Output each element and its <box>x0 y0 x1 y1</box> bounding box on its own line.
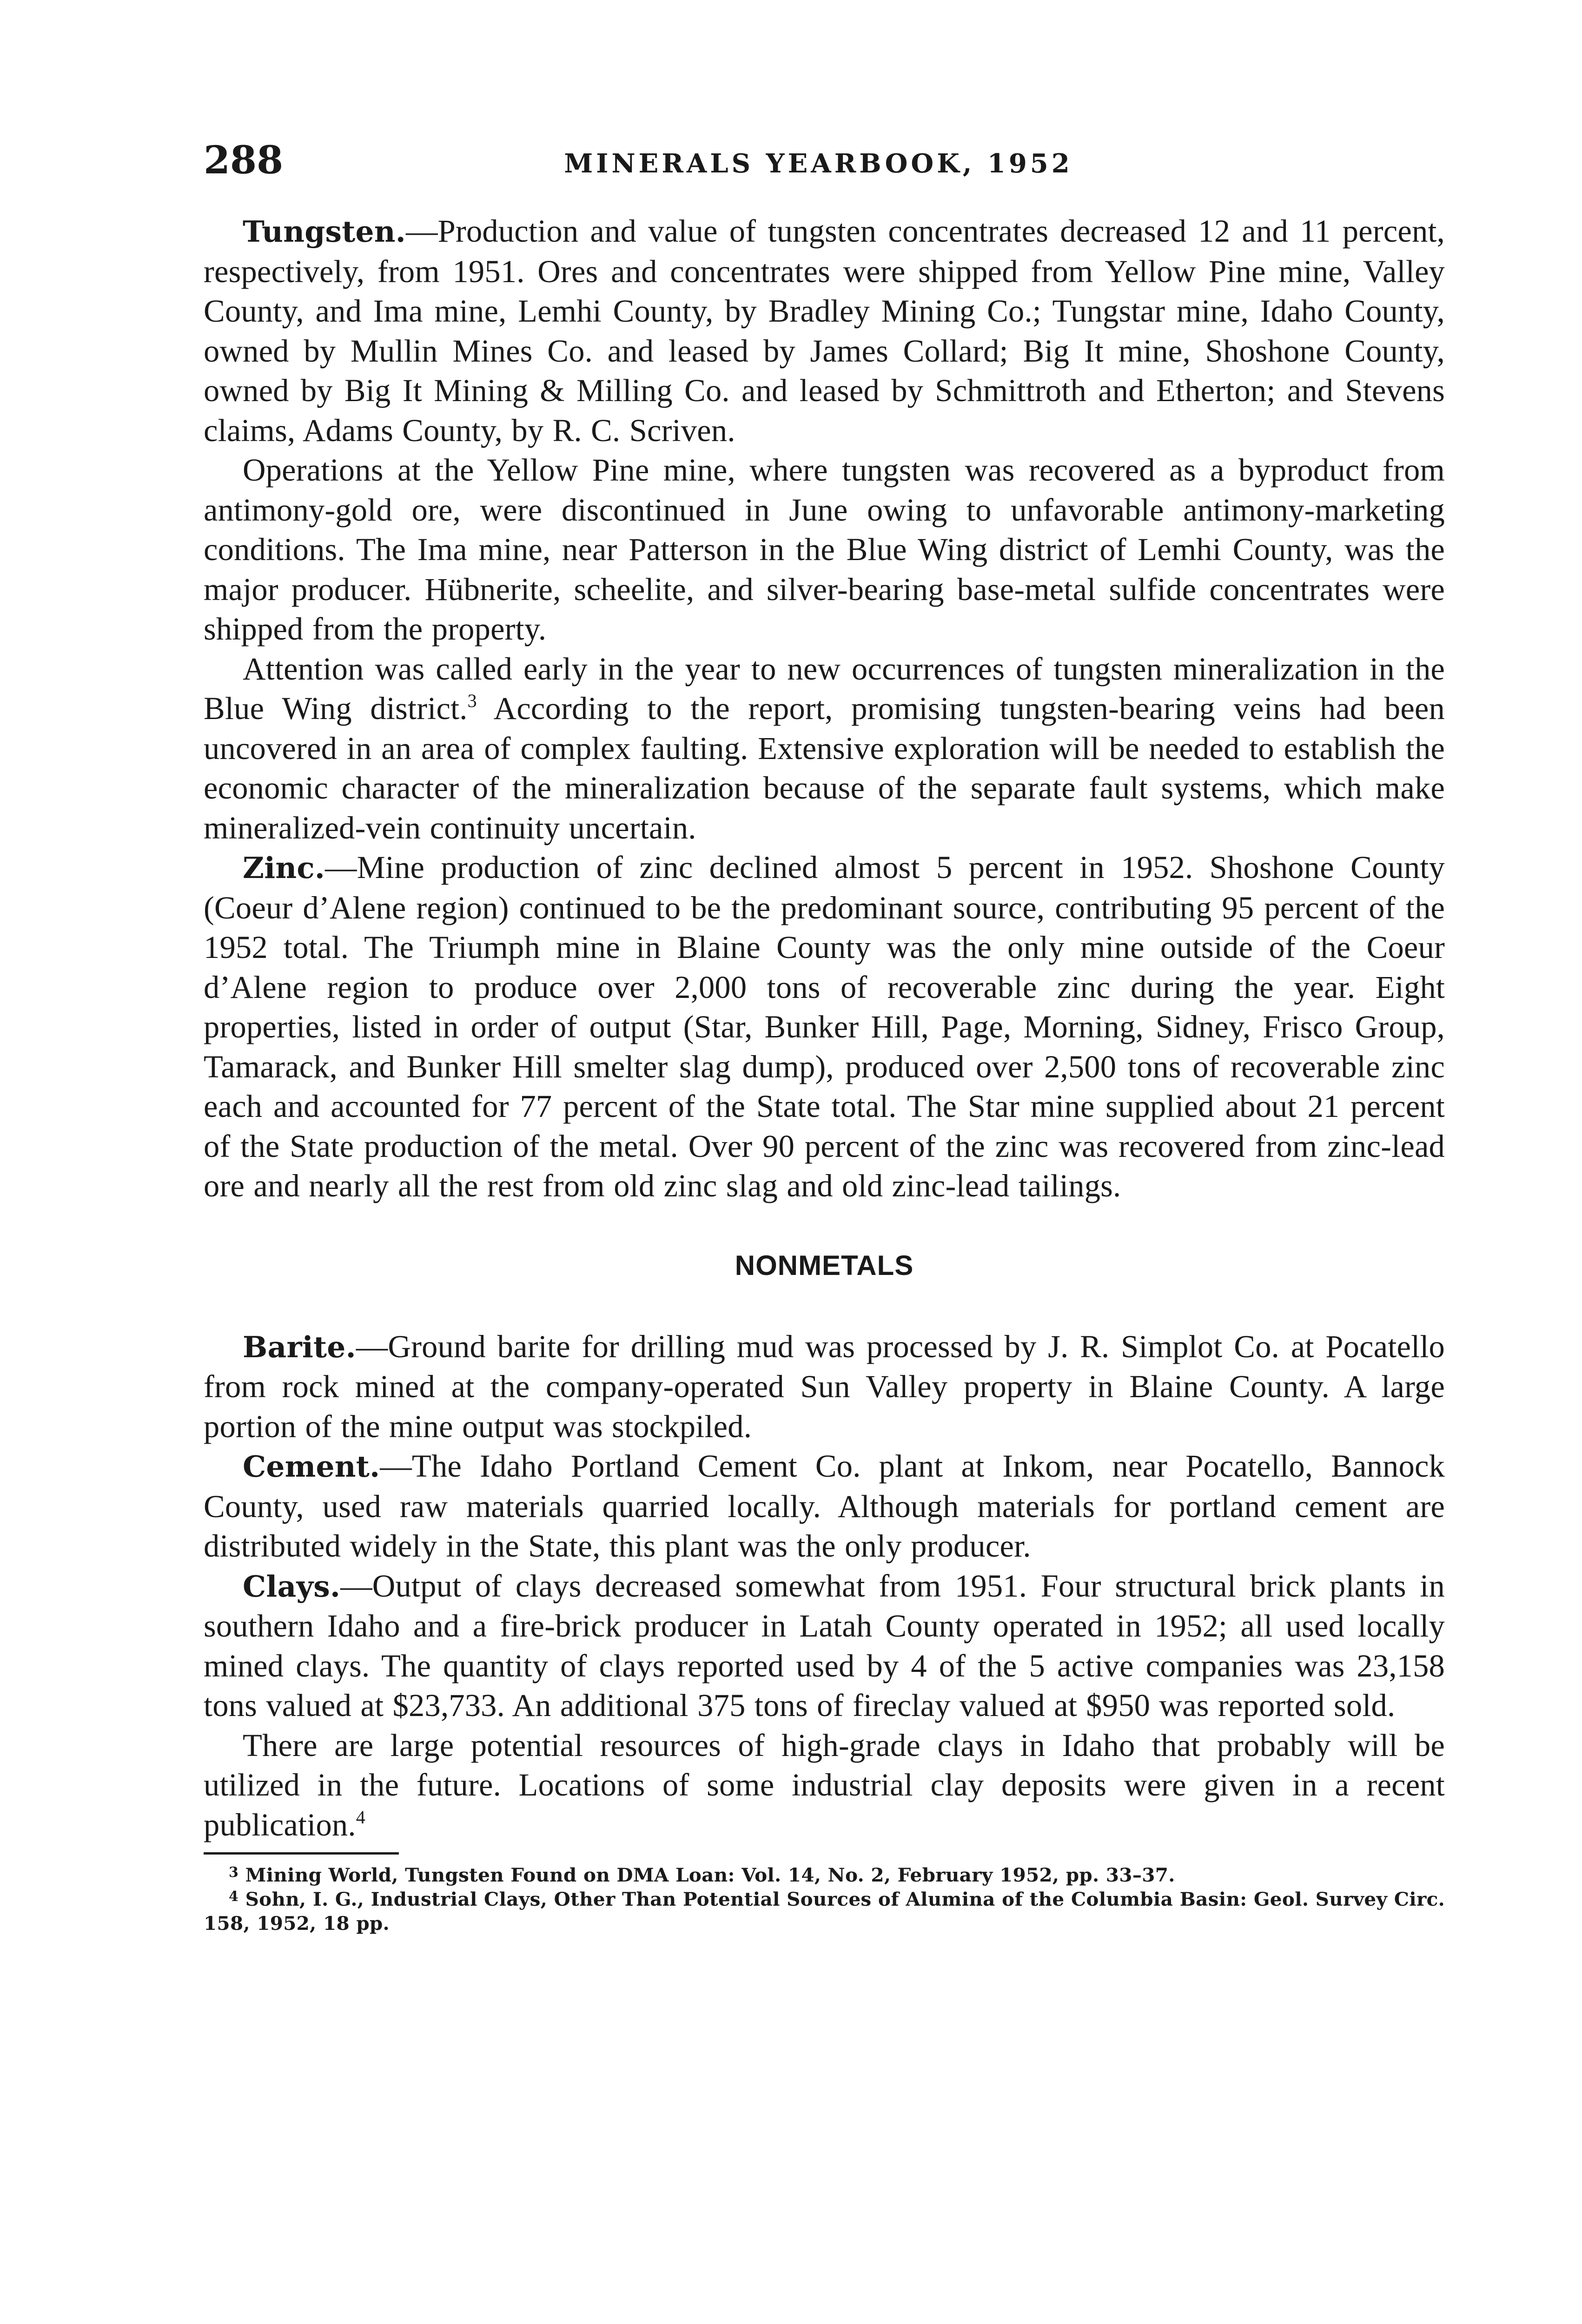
page-number: 288 <box>204 138 284 183</box>
clays-text: —Output of clays decreased somewhat from 1951. Four structural brick plants in southern Idaho and a fire-brick producer in Latah County operated in 1952; all used locally mined clays. The quantity of clays reported used by 4 of the 5 active companies was 23,158 tons valued at $23,733. An additional 375 tons of fireclay valued at $950 was reported sold. <box>204 1568 1445 1723</box>
tungsten-heading: Tungsten. <box>243 214 406 249</box>
footnote-ref-3: 3 <box>467 690 477 711</box>
zinc-text: —Mine production of zinc declined almost 5 percent in 1952. Shoshone County (Coeur d’Alene region) continued to be the predominant source, contributing 95 percent of the 1952 total. The Triumph mine in Blaine County was the only mine outside of the Coeur d’Alene region to produce over 2,000 tons of recoverable zinc during the year. Eight properties, listed in order of output (Star, Bunker Hill, Page, Morning, Sidney, Frisco Group, Tamarack, and Bunker Hill smelter slag dump), produced over 2,500 tons of recoverable zinc each and accounted for 77 percent of the State total. The Star mine supplied about 21 percent of the State production of the metal. Over 90 percent of the zinc was recovered from zinc-lead ore and nearly all the rest from old zinc slag and old zinc-lead tailings. <box>204 850 1445 1203</box>
clays-paragraph-1 <box>204 1566 1445 1726</box>
barite-paragraph <box>204 1327 1445 1447</box>
footnote-4-text: Sohn, I. G., Industrial Clays, Other Than Potential Sources of Alumina of the Columbia Basin: Geol. Survey Circ. 158, 1952, 18 pp. <box>204 1888 1445 1934</box>
tungsten-text-3a: Attention was called early in the year to new occurrences of tungsten mineralization in the Blue Wing district. <box>204 651 1445 726</box>
running-head <box>204 135 1433 186</box>
footnote-4 <box>204 1887 1445 1935</box>
footnote-ref-4: 4 <box>356 1806 365 1828</box>
footnote-4-mark: 4 <box>229 1888 239 1905</box>
footnote-3-mark: 3 <box>229 1864 239 1881</box>
running-title: MINERALS YEARBOOK, 1952 <box>564 148 1073 179</box>
clays-heading: Clays. <box>243 1569 341 1604</box>
barite-heading: Barite. <box>243 1329 356 1364</box>
zinc-paragraph <box>204 848 1445 1206</box>
tungsten-paragraph-3 <box>204 649 1445 848</box>
cement-heading: Cement. <box>243 1449 380 1484</box>
cement-paragraph <box>204 1446 1445 1566</box>
tungsten-text-1: —Production and value of tungsten concentrates decreased 12 and 11 percent, respectively, from 1951. Ores and concentrates were shipped from Yellow Pine mine, Valley County, and Ima mine, Lemhi County, by Bradley Mining Co.; Tungstar mine, Idaho County, owned by Mullin Mines Co. and leased by James Collard; Big It mine, Shoshone County, owned by Big It Mining & Milling Co. and leased by Schmittroth and Etherton; and Stevens claims, Adams County, by R. C. Scriven. <box>204 213 1445 448</box>
tungsten-text-3b: According to the report, promising tungsten-bearing veins had been uncovered in an area of complex faulting. Extensive exploration will be needed to establish the economic character of the mineralization because of the separate fault systems, which make mineralized-vein continuity uncertain. <box>204 691 1445 845</box>
footnote-3-text: Mining World, Tungsten Found on DMA Loan: Vol. 14, No. 2, February 1952, pp. 33–37. <box>238 1864 1175 1886</box>
body-text <box>204 211 1445 1935</box>
clays-paragraph-2 <box>204 1726 1445 1845</box>
zinc-heading: Zinc. <box>243 851 325 885</box>
cement-text: —The Idaho Portland Cement Co. plant at Inkom, near Pocatello, Bannock County, used raw materials quarried locally. Although materials for portland cement are distributed widely in the State, this plant was the only producer. <box>204 1448 1445 1564</box>
clays-text-2: There are large potential resources of high-grade clays in Idaho that probably will be utilized in the future. Locations of some industrial clay deposits were given in a recent publication. <box>204 1727 1445 1842</box>
footnote-divider <box>204 1852 399 1855</box>
tungsten-paragraph-2: Operations at the Yellow Pine mine, where tungsten was recovered as a byproduct from antimony-gold ore, were discontinued in June owing to unfavorable antimony-marketing conditions. The Ima mine, near Patterson in the Blue Wing district of Lemhi County, was the major producer. Hübnerite, scheelite, and silver-bearing base-metal sulfide concentrates were shipped from the property. <box>204 452 1445 647</box>
footnote-3 <box>204 1863 1445 1887</box>
tungsten-paragraph-1 <box>204 211 1445 450</box>
barite-text: —Ground barite for drilling mud was processed by J. R. Simplot Co. at Pocatello from rock mined at the company-operated Sun Valley property in Blaine County. A large portion of the mine output was stockpiled. <box>204 1328 1445 1444</box>
nonmetals-heading: NONMETALS <box>735 1249 914 1281</box>
